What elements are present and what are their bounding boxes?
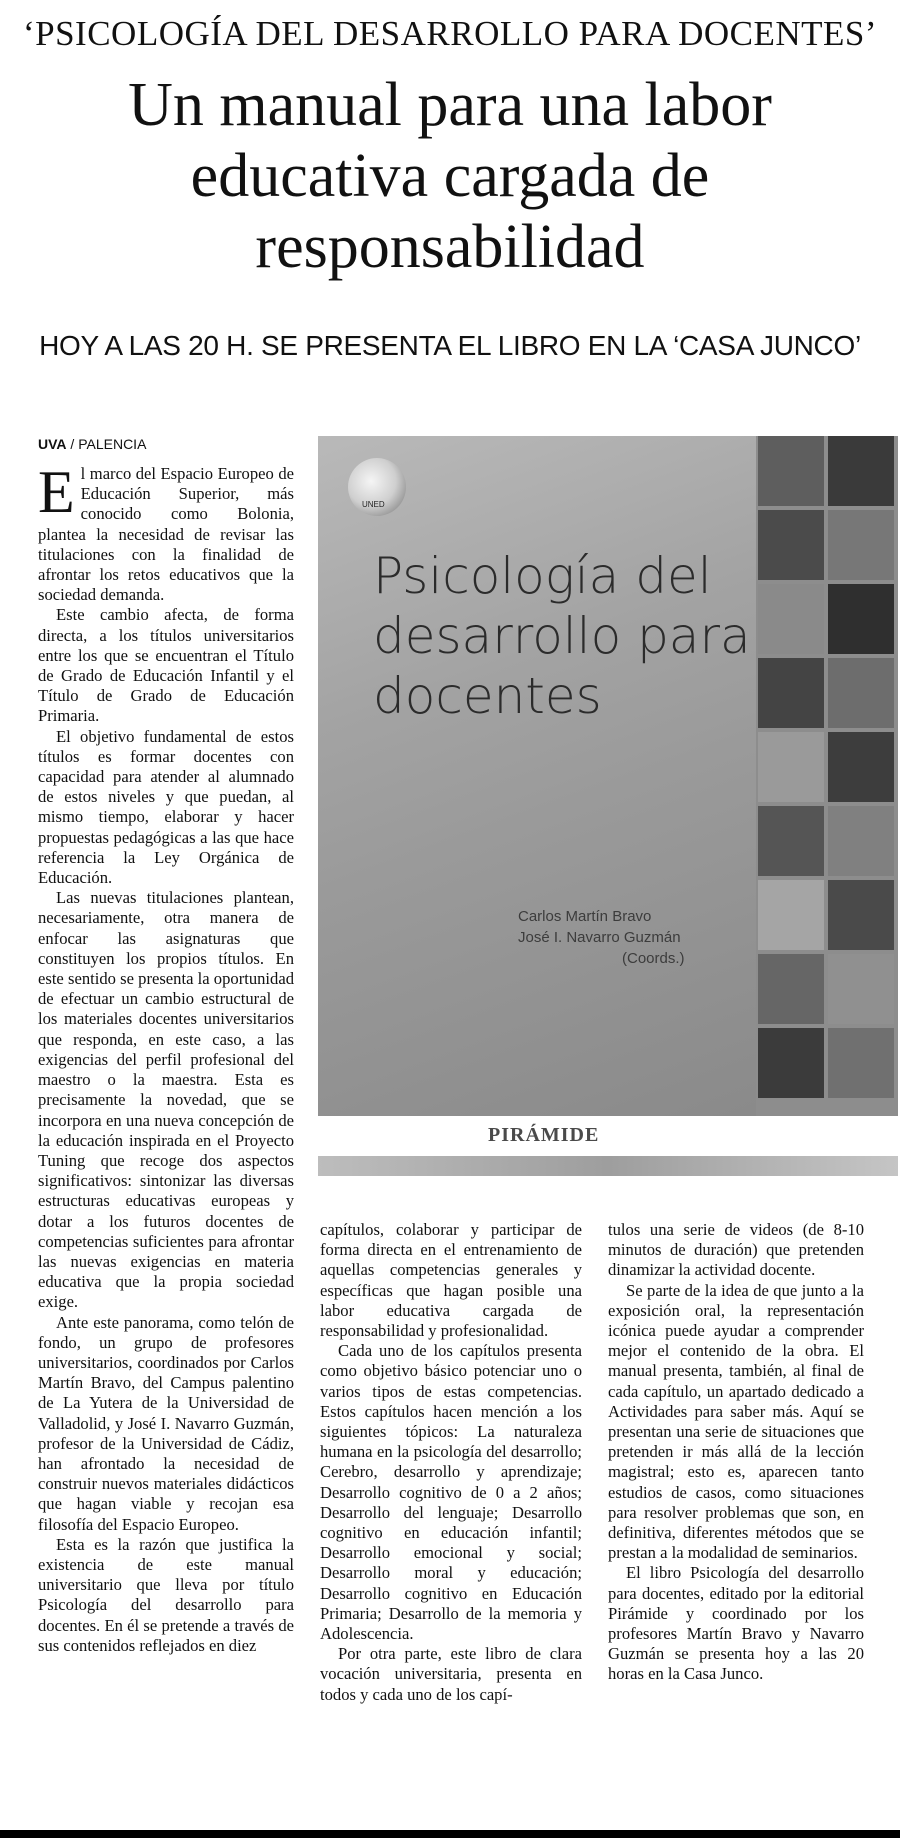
photo-tile — [758, 806, 824, 876]
paragraph-12: El libro Psicología del desarrollo para docentes, editado por la editorial Pirámide y coordinado por los profesores Martín Bravo y Navarro Guzmán se presenta hoy a las 20 horas en la Casa Junco. — [608, 1563, 864, 1684]
kicker: ‘PSICOLOGÍA DEL DESARROLLO PARA DOCENTES’ — [22, 14, 878, 53]
photo-tile — [758, 880, 824, 950]
photo-tile — [828, 732, 894, 802]
drop-cap: E — [38, 459, 75, 525]
paragraph-7: capítulos, colaborar y participar de forma directa en el entrenamiento de aquellas competencias generales y específicas que hagan posible una labor educativa cargada de responsabilidad y profesionalidad. — [320, 1220, 582, 1341]
photo-tile — [758, 584, 824, 654]
paragraph-11: Se parte de la idea de que junto a la exposición oral, la representación icónica puede ayudar a comprender mejor el contenido de la obra. El manual presenta, también, al final de cada capítulo, un apartado dedicado a Actividades para saber más. Aquí se presentan una serie de situaciones que pretenden ir más allá de la lección magistral; esto es, aparecen tanto estudios de casos, como situaciones para resolver problemas que son, en definitiva, diferentes métodos que se prestan a la modalidad de seminarios. — [608, 1280, 864, 1563]
cover-logo-text: UNED — [362, 500, 385, 509]
photo-tile — [828, 954, 894, 1024]
photo-tile — [758, 954, 824, 1024]
byline-agency: UVA — [38, 436, 67, 452]
paragraph-8: Cada uno de los capítulos presenta como objetivo básico potenciar uno o varios tipos de estas competencias. Estos capítulos hacen mención a los siguientes tópicos: La naturaleza humana en la psicología del desarrollo; Cerebro, desarrollo y aprendizaje; Desarrollo cognitivo de 0 a 2 años; Desarrollo del lenguaje; Desarrollo cognitivo en educación infantil; Desarrollo emocional y social; Desarrollo moral y educación; Desarrollo cognitivo en Educación Primaria; Desarrollo de la memoria y Adolescencia. — [320, 1341, 582, 1644]
photo-tile — [828, 806, 894, 876]
book-cover-image — [318, 436, 898, 1176]
cover-background — [318, 436, 756, 1116]
paragraph-10: tulos una serie de videos (de 8-10 minutos de duración) que pretenden dinamizar la actividad docente. — [608, 1220, 864, 1280]
cover-bottom-strip — [318, 1156, 898, 1176]
column-3 — [608, 1220, 864, 1824]
photo-tile — [758, 732, 824, 802]
paragraph-4: Las nuevas titulaciones plantean, necesariamente, otra manera de enfocar las asignaturas que constituyen los propios títulos. En este sentido se presenta la oportunidad de efectuar un cambio estructural de los materiales docentes universitarios que responda, en este caso, a las exigencias del perfil profesional del maestro o la maestra. Esta es precisamente la novedad, que se incorpora en una nueva concepción de la educación inspirada en el Proyecto Tuning que recoge dos aspectos significativos: sintonizar las diversas estructuras educativas europeas y dotar a los futuros docentes de competencias suficientes para afrontar las nuevas exigencias en materia educativa que la propia sociedad exige. — [38, 888, 294, 1312]
cover-coords: (Coords.) — [622, 950, 685, 967]
photo-tile — [758, 658, 824, 728]
photo-tile — [758, 510, 824, 580]
photo-tile — [758, 1028, 824, 1098]
photo-tile — [828, 1028, 894, 1098]
photo-tile — [828, 584, 894, 654]
paragraph-1-text: l marco del Espacio Europeo de Educación Superior, más conocido como Bolonia, plantea la necesidad de revisar las titulaciones con la finalidad de afrontar los retos educativos que la sociedad demanda. — [38, 464, 294, 605]
cover-photo-tiles — [758, 436, 898, 1116]
byline-separator: / — [66, 436, 79, 452]
cover-title: Psicología del desarrollo para docentes — [373, 547, 751, 725]
photo-tile — [828, 510, 894, 580]
headline: Un manual para una labor educativa cargada de responsabilidad — [128, 71, 772, 281]
photo-tile — [758, 436, 824, 506]
paragraph-6: Esta es la razón que justifica la existencia de este manual universitario que lleva por título Psicología del desarrollo para docentes. En él se pretende a través de sus contenidos reflejados en diez — [38, 1534, 294, 1655]
byline — [38, 436, 146, 452]
column-2 — [320, 1220, 582, 1824]
photo-tile — [828, 436, 894, 506]
paragraph-9: Por otra parte, este libro de clara vocación universitaria, presenta en todos y cada uno de los capí- — [320, 1644, 582, 1704]
subhead: HOY A LAS 20 H. SE PRESENTA EL LIBRO EN LA ‘CASA JUNCO’ — [39, 330, 861, 361]
cover-author-1: Carlos Martín Bravo — [518, 908, 652, 925]
paragraph-5: Ante este panorama, como telón de fondo, un grupo de profesores universitarios, coordinados por Carlos Martín Bravo, del Campus palentino de La Yutera de la Universidad de Valladolid, y José I. Navarro Guzmán, profesor de la Universidad de Cádiz, han afrontado la necesidad de construir nuevos materiales didácticos que hagan viable y recojan esa filosofía del Espacio Europeo. — [38, 1312, 294, 1534]
bottom-rule — [0, 1830, 900, 1838]
column-1 — [38, 459, 294, 1824]
cover-author-2: José I. Navarro Guzmán — [518, 929, 681, 946]
cover-authors — [518, 906, 748, 969]
paragraph-1 — [38, 459, 294, 605]
byline-place: PALENCIA — [78, 436, 147, 452]
cover-publisher: PIRÁMIDE — [488, 1124, 600, 1146]
photo-tile — [828, 880, 894, 950]
paragraph-3: El objetivo fundamental de estos títulos es formar docentes con capacidad para atender al alumnado de estos niveles y que puedan, al mismo tiempo, elaborar y hacer propuestas pedagógicas a las que hace referencia la Ley Orgánica de Educación. — [38, 726, 294, 888]
paragraph-2: Este cambio afecta, de forma directa, a los títulos universitarios entre los que se encuentran el Título de Grado de Educación Infantil y el Título de Grado de Educación Primaria. — [38, 605, 294, 726]
photo-tile — [828, 658, 894, 728]
